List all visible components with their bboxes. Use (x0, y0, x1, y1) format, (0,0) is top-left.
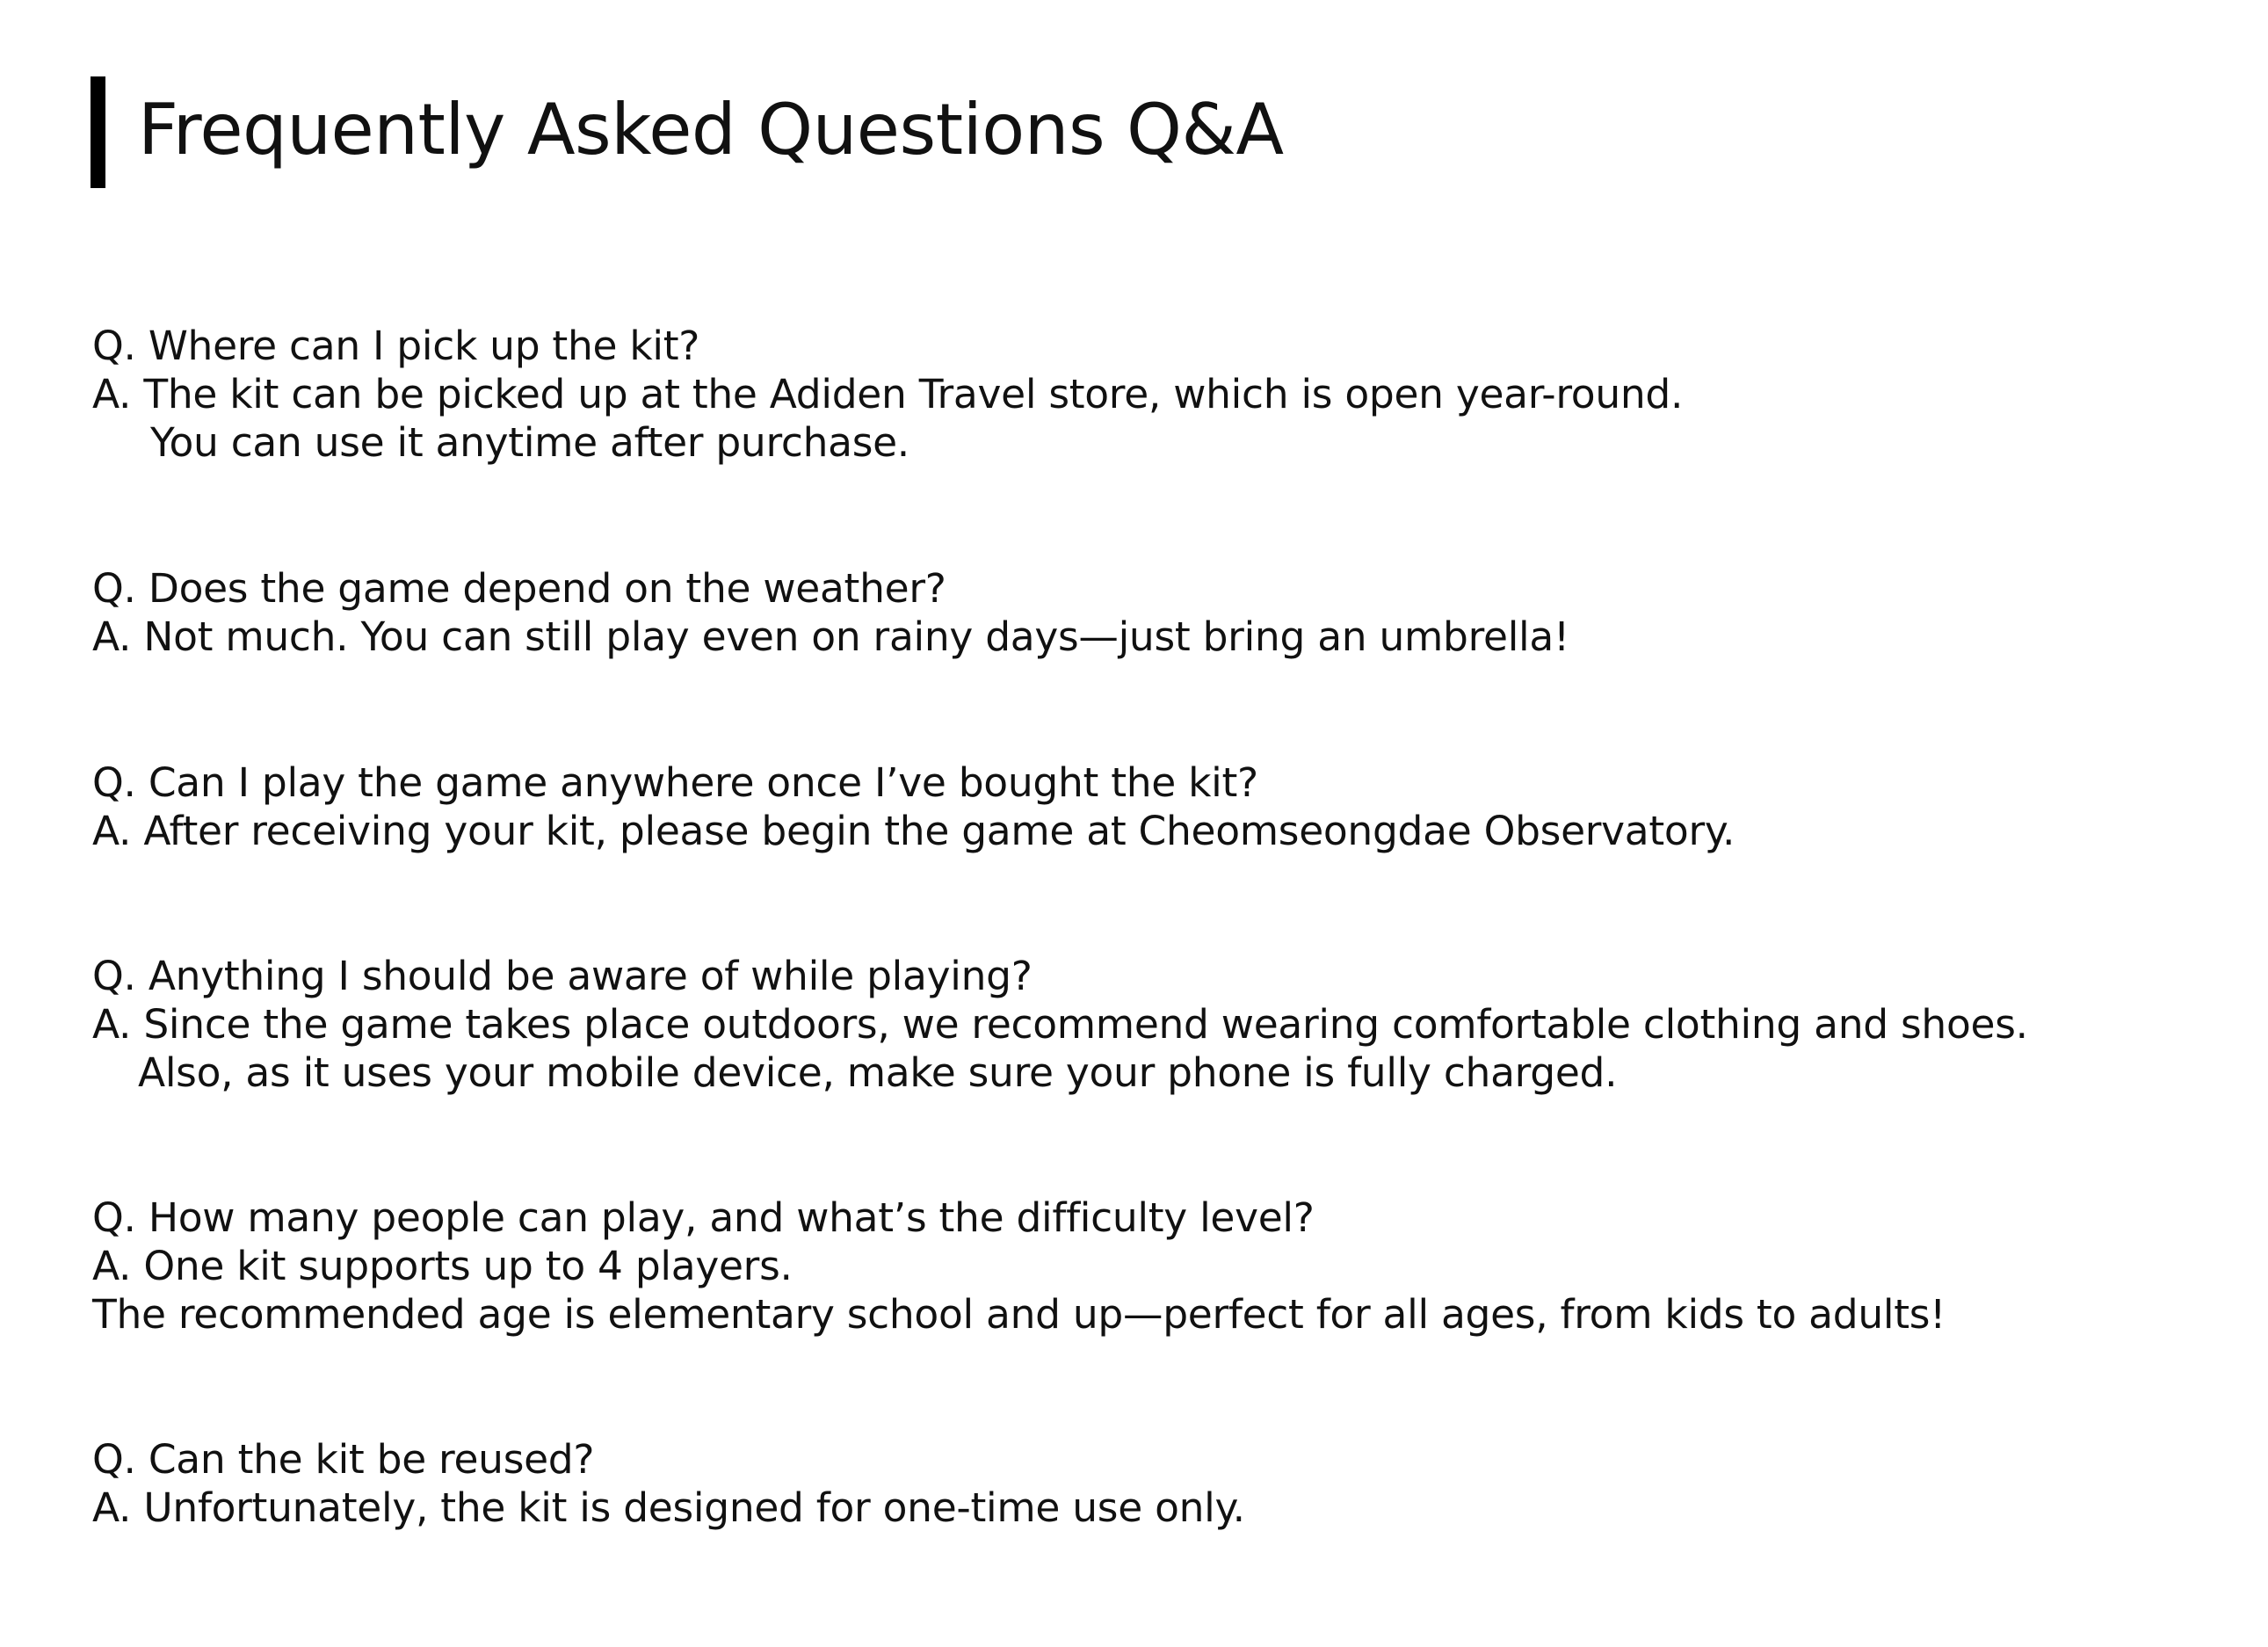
faq-question: Q. How many people can play, and what’s the difficulty level? (92, 1194, 1315, 1241)
faq-answer-line: A. Since the game takes place outdoors, we recommend wearing comfortable clothing and shoes. (92, 1001, 2028, 1048)
title-accent-bar (91, 76, 105, 188)
page-title: Frequently Asked Questions Q&A (138, 89, 1284, 171)
faq-question: Q. Does the game depend on the weather? (92, 565, 946, 612)
faq-item-players (92, 1194, 1946, 1339)
faq-answer-line: Also, as it uses your mobile device, make sure your phone is fully charged. (138, 1049, 1618, 1096)
faq-answer-line: A. Not much. You can still play even on rainy days—just bring an umbrella! (92, 613, 1569, 660)
faq-item-pickup (92, 322, 1683, 467)
faq-question: Q. Anything I should be aware of while playing? (92, 953, 1033, 999)
faq-question: Q. Where can I pick up the kit? (92, 323, 700, 369)
faq-question: Q. Can I play the game anywhere once I’ve bought the kit? (92, 759, 1258, 806)
faq-item-awareness (92, 952, 2028, 1097)
faq-item-reuse (92, 1435, 1245, 1532)
faq-answer-line: The recommended age is elementary school and up—perfect for all ages, from kids to adults! (92, 1291, 1946, 1338)
faq-item-weather (92, 564, 1569, 661)
faq-question: Q. Can the kit be reused? (92, 1436, 595, 1483)
faq-answer-line: A. One kit supports up to 4 players. (92, 1243, 793, 1289)
faq-item-location (92, 758, 1735, 855)
faq-answer-line: A. Unfortunately, the kit is designed for one-time use only. (92, 1484, 1245, 1531)
faq-answer-line: A. The kit can be picked up at the Adiden Travel store, which is open year-round. (92, 371, 1684, 417)
faq-answer-line: You can use it anytime after purchase. (150, 419, 909, 466)
faq-answer-line: A. After receiving your kit, please begin the game at Cheomseongdae Observatory. (92, 808, 1735, 854)
